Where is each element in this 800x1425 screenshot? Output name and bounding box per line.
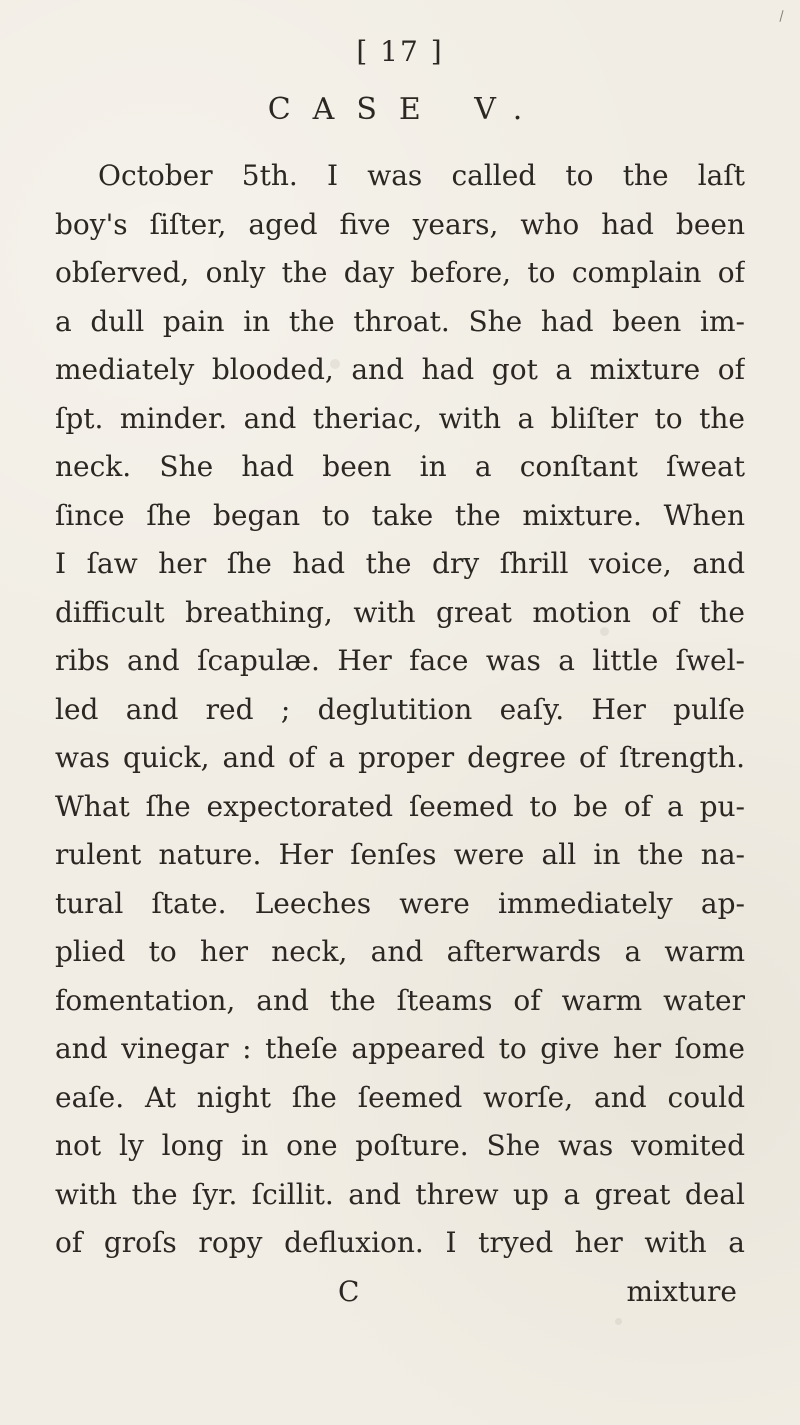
text-line: eaſe. At night ſhe ſeemed worſe, and could — [55, 1080, 745, 1114]
paper-smudge — [642, 804, 650, 812]
page-corner-mark — [779, 10, 783, 22]
signature-mark: C — [338, 1274, 360, 1308]
text-line: a dull pain in the throat. She had been im- — [55, 304, 745, 338]
text-line: was quick, and of a proper degree of ſtrength. — [55, 741, 745, 774]
paper-smudge — [330, 359, 340, 369]
text-line: fomentation, and the ſteams of warm water — [55, 983, 745, 1017]
text-line: boy's ſiſter, aged five years, who had been — [55, 207, 745, 241]
case-title: CASE V. — [267, 92, 545, 127]
paper-smudge — [600, 627, 609, 636]
text-line: ſpt. minder. and theriac, with a bliſter to the — [55, 401, 745, 435]
text-line: ſince ſhe began to take the mixture. When — [55, 498, 745, 532]
text-line: rulent nature. Her ſenſes were all in the na- — [55, 838, 745, 871]
text-line: obſerved, only the day before, to complain of — [55, 256, 745, 289]
text-line: with the ſyr. ſcillit. and threw up a great deal — [55, 1177, 745, 1211]
text-line: October 5th. I was called to the laſt — [98, 159, 745, 192]
main-paragraph — [55, 152, 745, 1316]
page-number: [ 17 ] — [356, 35, 444, 68]
text-line: and vinegar : theſe appeared to give her ſome — [55, 1032, 745, 1065]
footer-line — [55, 1268, 745, 1317]
text-line: ribs and ſcapulæ. Her face was a little ſwel- — [55, 644, 745, 677]
text-line: plied to her neck, and afterwards a warm — [55, 935, 745, 968]
text-line: mediately blooded, and had got a mixture of — [55, 353, 745, 386]
text-line: led and red ; deglutition eaſy. Her pulſe — [55, 692, 745, 726]
text-line: not ly long in one poſture. She was vomited — [55, 1129, 745, 1162]
paper-smudge — [615, 1318, 622, 1325]
text-line: tural ſtate. Leeches were immediately ap- — [55, 886, 745, 920]
text-line: difficult breathing, with great motion of the — [55, 595, 745, 629]
text-line: What ſhe expectorated ſeemed to be of a pu- — [55, 789, 745, 823]
text-line: neck. She had been in a conſtant ſweat — [55, 450, 745, 483]
text-line: I ſaw her ſhe had the dry ſhrill voice, and — [55, 547, 745, 580]
text-line: of groſs ropy defluxion. I tryed her with a — [55, 1226, 745, 1259]
catchword: mixture — [626, 1274, 737, 1308]
